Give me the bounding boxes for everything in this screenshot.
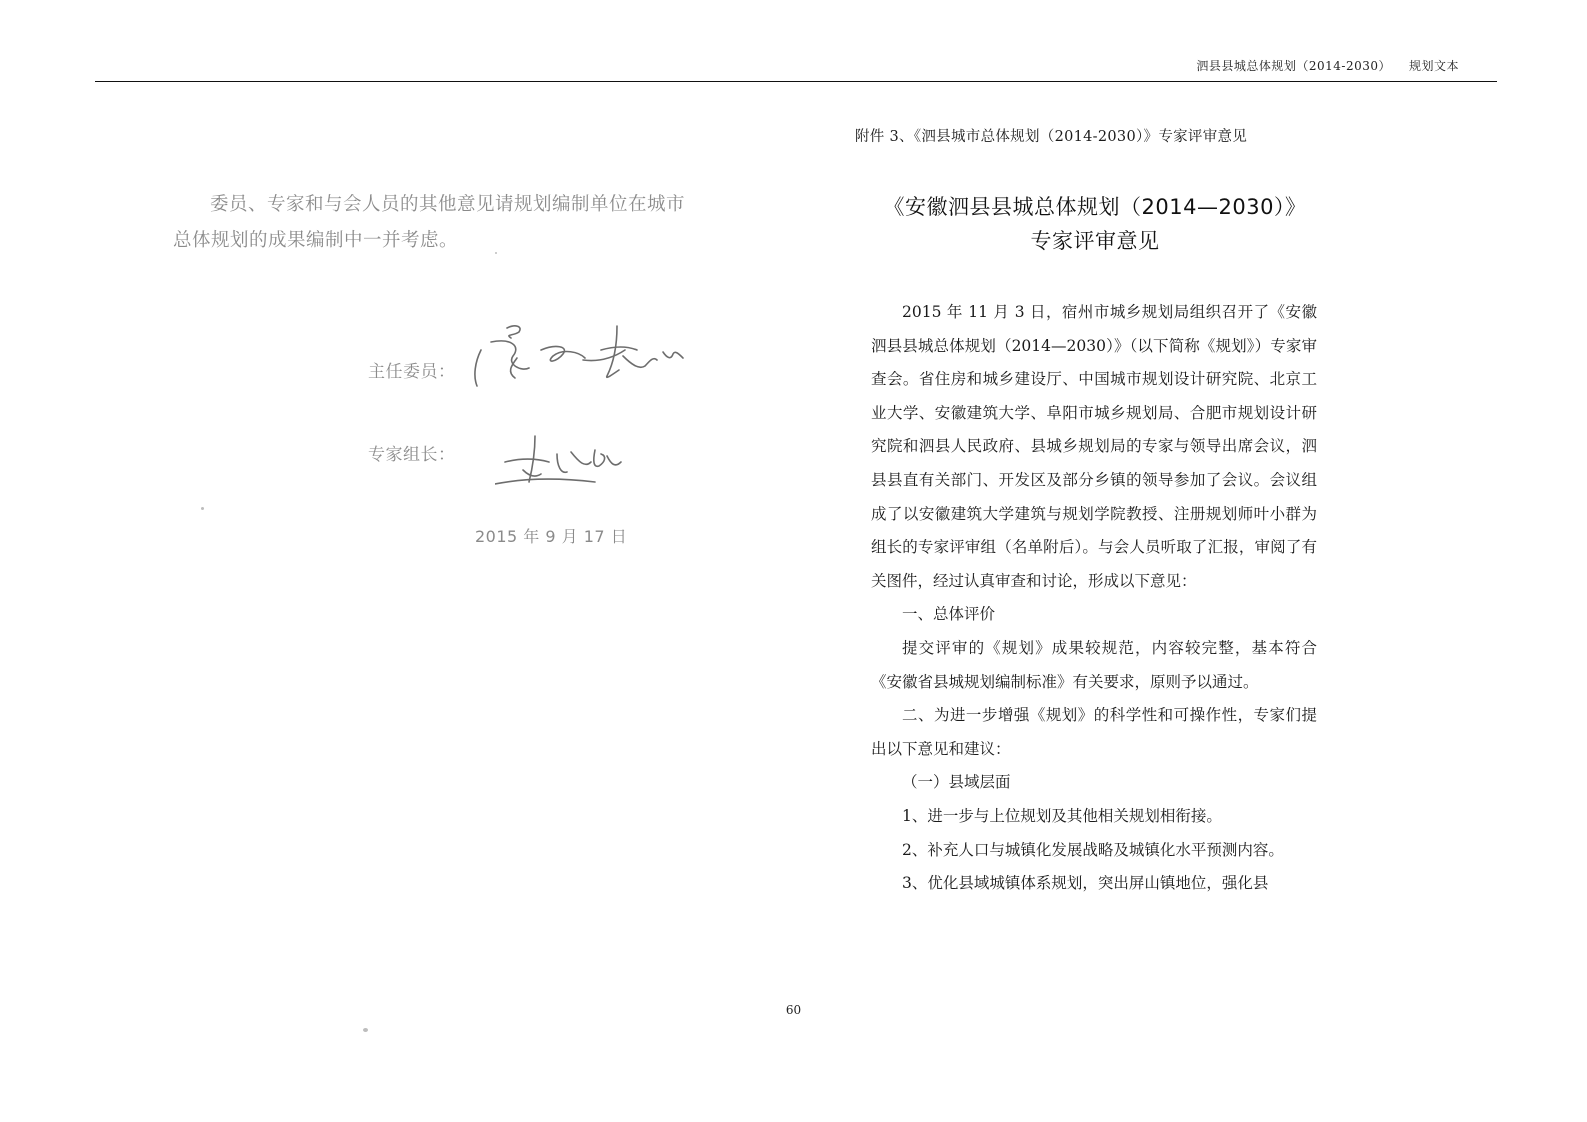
body-text [871,296,1317,901]
header-title: 泗县县城总体规划（2014-2030） [1196,59,1391,73]
header-label: 规划文本 [1408,59,1459,73]
chair-signature-mark [467,320,697,400]
expert-signature-mark [495,432,635,492]
list-item: 3、优化县域城镇体系规划，突出屏山镇地位，强化县 [902,874,1269,893]
expert-label: 专家组长： [368,445,456,465]
list-item: 2、补充人口与城镇化发展战略及城镇化水平预测内容。 [902,840,1284,859]
section-heading: 一、总体评价 [902,605,996,624]
section-heading: 二、为进一步增强《规划》的科学性和可操作性，专家们提出以下意见和建议： [871,706,1317,758]
left-paragraph: 委员、专家和与会人员的其他意见请规划编制单位在城市总体规划的成果编制中一并考虑。 [173,194,686,251]
document-title-line-2: 专家评审意见 [1030,229,1160,253]
document-title-line-1: 《安徽泗县县城总体规划（2014—2030）》 [883,195,1307,219]
subsection-heading: （一）县域层面 [902,773,1011,792]
chair-label: 主任委员： [368,362,456,382]
running-header [1196,57,1459,74]
body-paragraph: 2015 年 11 月 3 日，宿州市城乡规划局组织召开了《安徽泗县县城总体规划（2014—2030）》（以下简称《规划》）专家审查会。省住房和城乡建设厅、中国城市规划设计研究院、北京工业大学、安徽建筑大学、阜阳市城乡规划局、合肥市规划设计研究院和泗县人民政府、县城乡规划局的专家与领导出席会议，泗县县直有关部门、开发区及部分乡镇的领导参加了会议。会议组成了以安徽建筑大学建筑与规划学院教授、注册规划师叶小群为组长的专家评审组（名单附后）。与会人员听取了汇报，审阅了有关图件，经过认真审查和讨论，形成以下意见： [871,303,1317,590]
body-paragraph: 提交评审的《规划》成果较规范，内容较完整，基本符合《安徽省县城规划编制标准》有关要求，原则予以通过。 [871,638,1317,691]
scan-speck [495,252,497,254]
document-title [860,190,1330,258]
left-date: 2015 年 9 月 17 日 [475,527,628,546]
left-page [95,82,795,1082]
scan-speck [201,507,204,510]
scan-speck [363,1028,368,1032]
attachment-title: 附件 3、《泗县城市总体规划（2014-2030）》专家评审意见 [855,129,1248,145]
list-item: 1、进一步与上位规划及其他相关规划相衔接。 [902,806,1222,825]
page-number: 60 [785,1003,802,1017]
